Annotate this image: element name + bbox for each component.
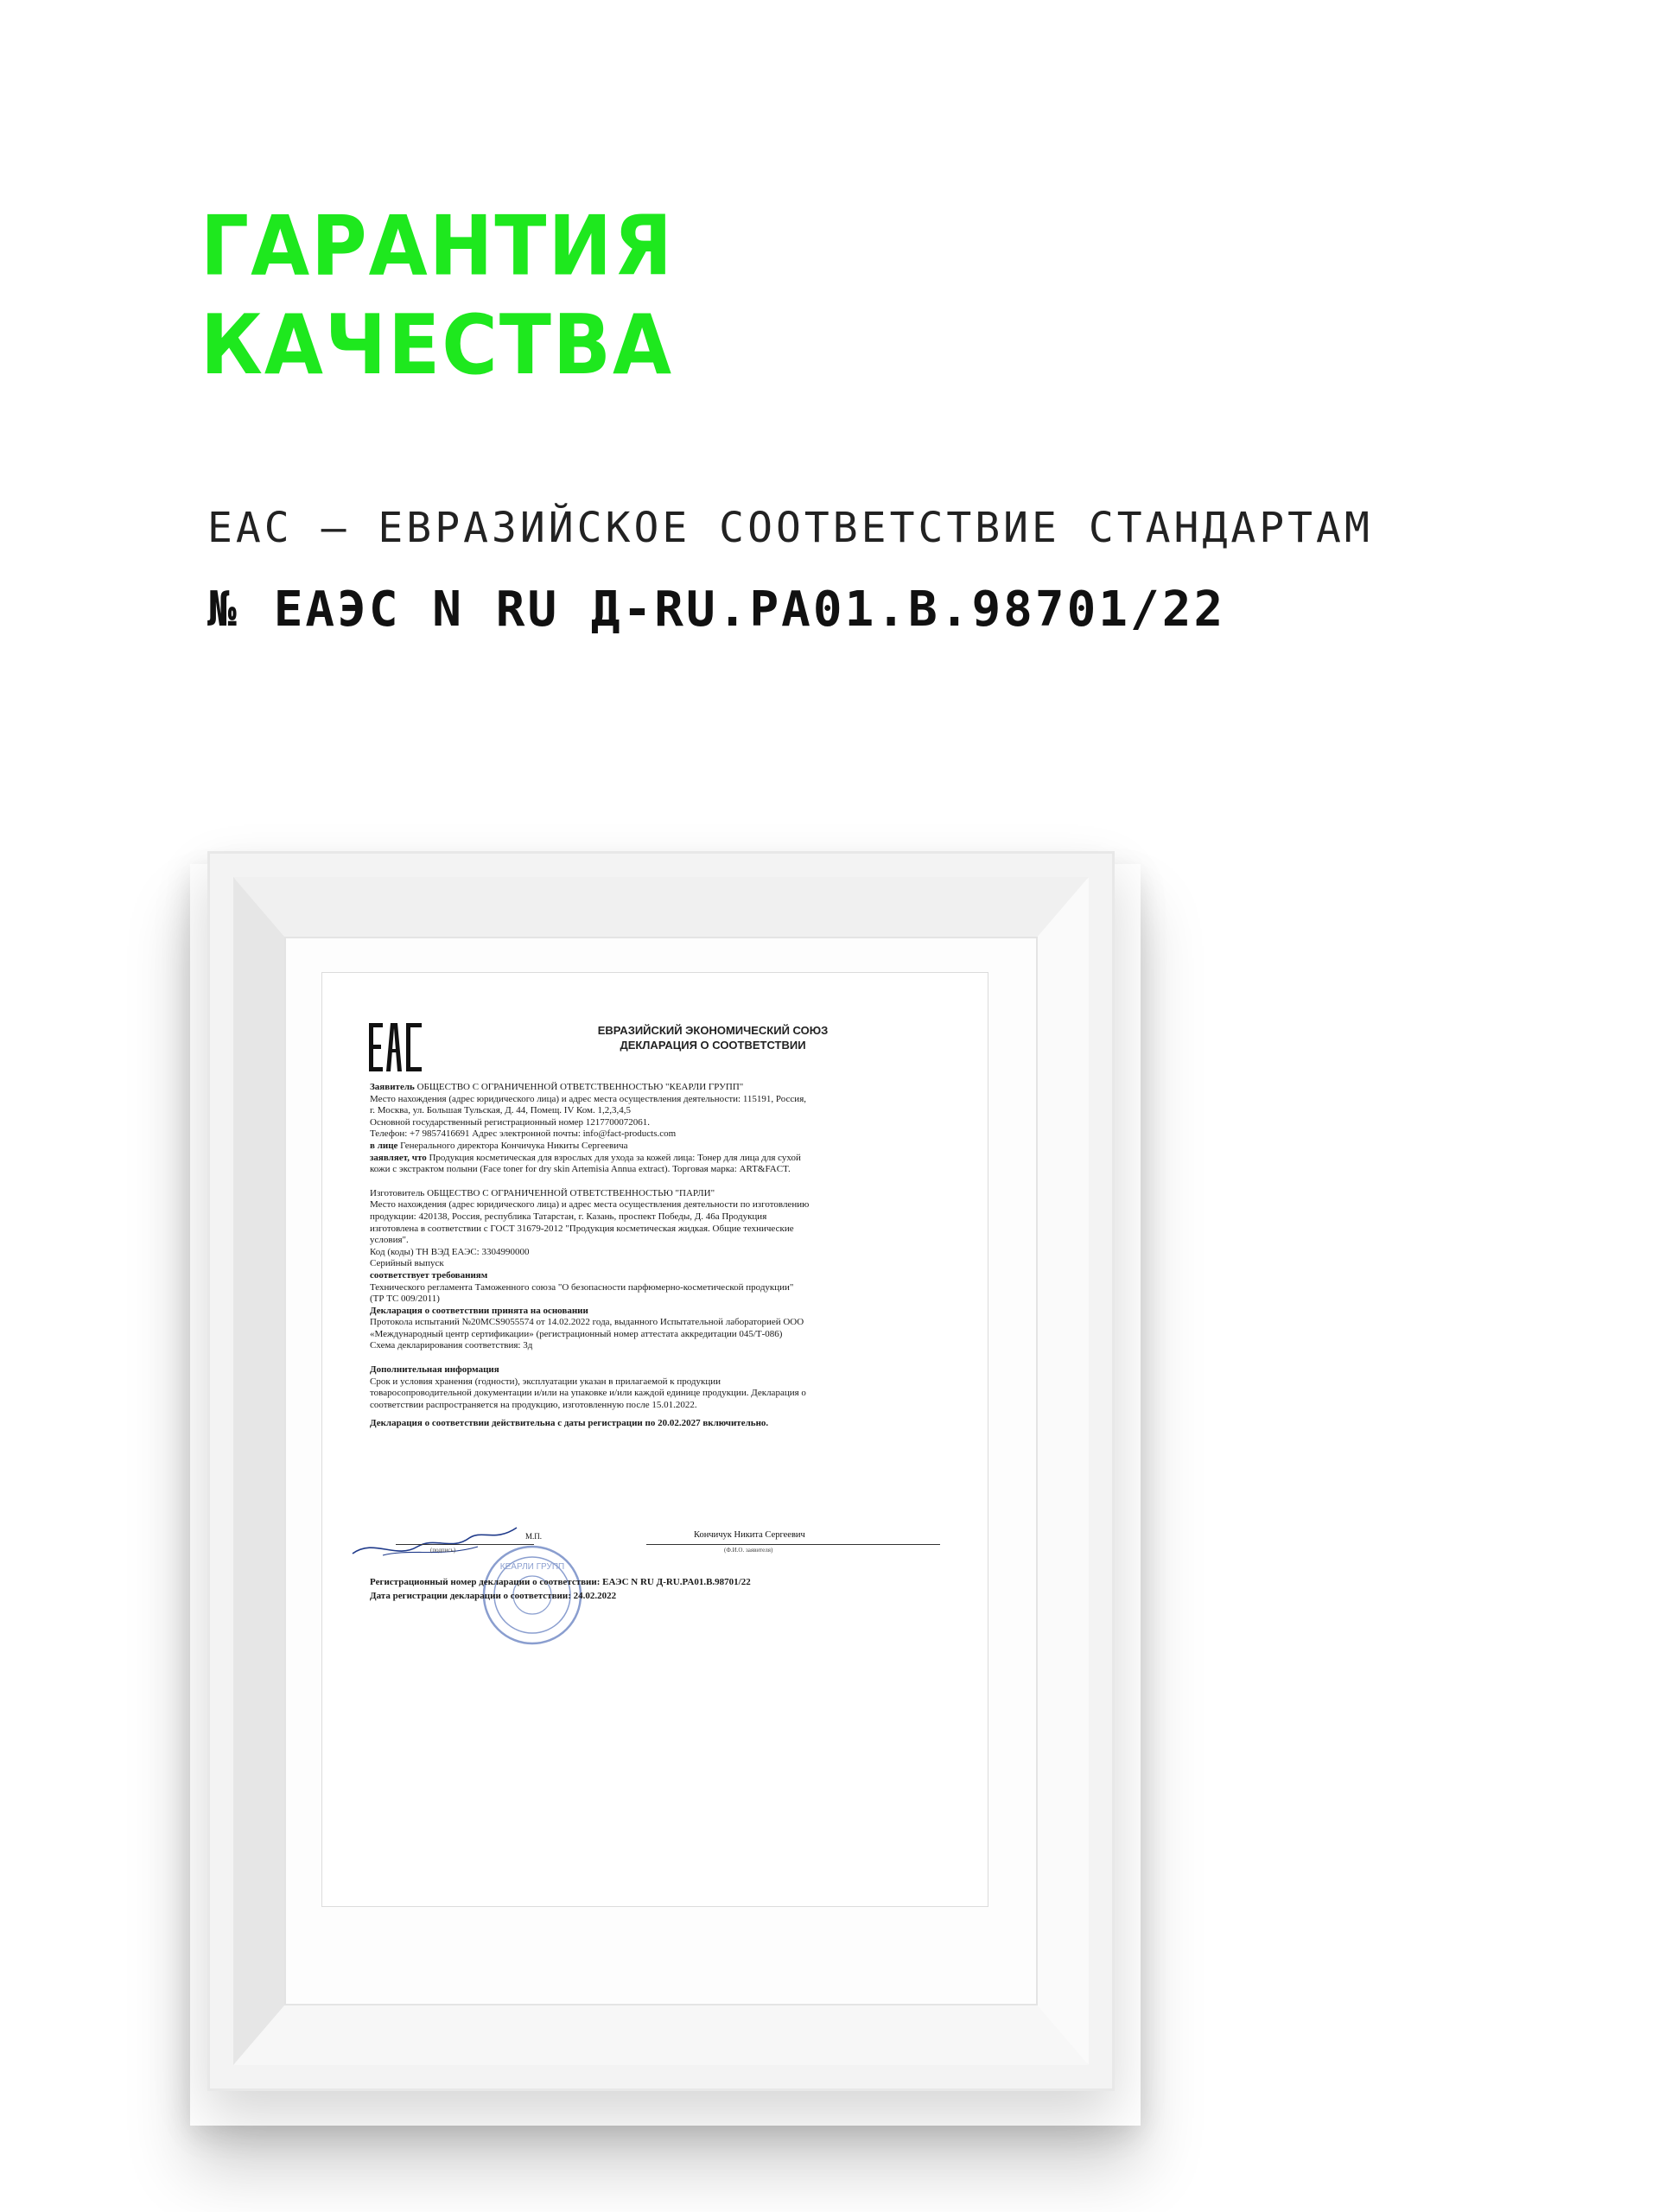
declares-text-2: кожи с экстрактом полыни (Face toner for dry skin Artemisia Annua extract). Торговая марка: ART&FACT. bbox=[370, 1164, 791, 1175]
registration-number-line: Регистрационный номер декларации о соответствии: ЕАЭС N RU Д-RU.PA01.B.98701/22 bbox=[370, 1577, 751, 1587]
basis-label bbox=[370, 1306, 940, 1318]
applicant-address-2: г. Москва, ул. Большая Тульская, Д. 44, Помещ. IV Ком. 1,2,3,4,5 bbox=[370, 1105, 632, 1116]
manufacturer-line-3: продукции: 420138, Россия, республика Татарстан, г. Казань, проспект Победы, Д. 46а Продукция bbox=[370, 1211, 767, 1222]
signature-caption: (подпись) bbox=[430, 1547, 456, 1554]
document-header bbox=[367, 1018, 953, 1078]
validity-line bbox=[370, 1418, 940, 1430]
declaration-number bbox=[207, 582, 1225, 638]
validity-text: Декларация о соответствии действительна с даты регистрации по 20.02.2027 включительно. bbox=[370, 1418, 769, 1429]
code-line: Код (коды) ТН ВЭД ЕАЭС: 3304990000 bbox=[370, 1246, 530, 1257]
basis-line-3: Схема декларирования соответствия: 3д bbox=[370, 1340, 533, 1351]
declares-text-1: Продукция косметическая для взрослых для ухода за кожей лица: Тонер для лица для сухой bbox=[429, 1152, 801, 1163]
complies-line-2: (ТР ТС 009/2011) bbox=[370, 1294, 440, 1305]
represented-label: в лице bbox=[370, 1140, 398, 1151]
complies-label bbox=[370, 1270, 940, 1282]
registration-date-line: Дата регистрации декларации о соответствии: 24.02.2022 bbox=[370, 1591, 617, 1601]
basis-label-text: Декларация о соответствии принята на основании bbox=[370, 1305, 588, 1316]
document-body bbox=[370, 1082, 940, 1430]
eac-standard-text: EAC – ЕВРАЗИЙСКОЕ СООТВЕТСТВИЕ СТАНДАРТАМ bbox=[207, 504, 1373, 552]
declares-line bbox=[370, 1153, 940, 1165]
represented-text: Генерального директора Кончичука Никиты Сергеевича bbox=[400, 1140, 628, 1151]
manufacturer-line-5: условия". bbox=[370, 1235, 409, 1246]
headline bbox=[200, 197, 674, 395]
signer-name: Кончичук Никита Сергеевич bbox=[694, 1530, 805, 1540]
manufacturer-line-1: Изготовитель ОБЩЕСТВО С ОГРАНИЧЕННОЙ ОТВЕТСТВЕННОСТЬЮ "ПАРЛИ" bbox=[370, 1187, 715, 1198]
stamp-place-label: М.П. bbox=[525, 1532, 543, 1541]
number-sign: № bbox=[207, 582, 239, 638]
registration-block bbox=[370, 1575, 940, 1603]
declaration-document bbox=[322, 973, 988, 1906]
complies-line-1: Технического регламента Таможенного союза "О безопасности парфюмерно-косметической продукции" bbox=[370, 1281, 794, 1293]
document-title-line-2: ДЕКЛАРАЦИЯ О СООТВЕТСТВИИ bbox=[620, 1039, 806, 1052]
document-title-line-1: ЕВРАЗИЙСКИЙ ЭКОНОМИЧЕСКИЙ СОЮЗ bbox=[597, 1024, 829, 1037]
eac-logo bbox=[367, 1018, 424, 1077]
manufacturer-line-4: изготовлена в соответствии с ГОСТ 31679-2012 "Продукция косметическая жидкая. Общие технические bbox=[370, 1223, 794, 1234]
applicant-contacts: Телефон: +7 9857416691 Адрес электронной почты: info@fact-products.com bbox=[370, 1128, 677, 1140]
basis-line-1: Протокола испытаний №20MCS9055574 от 14.02.2022 года, выданного Испытательной лабораторией ООО bbox=[370, 1317, 804, 1328]
complies-label-text: соответствует требованиям bbox=[370, 1269, 488, 1281]
signer-caption: (Ф.И.О. заявителя) bbox=[724, 1547, 773, 1554]
additional-label-text: Дополнительная информация bbox=[370, 1364, 499, 1376]
serial-line: Серийный выпуск bbox=[370, 1258, 444, 1269]
signature-row bbox=[370, 1532, 940, 1567]
applicant-ogrn: Основной государственный регистрационный номер 1217700072061. bbox=[370, 1116, 651, 1128]
declaration-number-value: ЕАЭС N RU Д-RU.PA01.B.98701/22 bbox=[273, 582, 1226, 638]
applicant-name: ОБЩЕСТВО С ОГРАНИЧЕННОЙ ОТВЕТСТВЕННОСТЬЮ "КЕАРЛИ ГРУПП" bbox=[416, 1082, 744, 1092]
headline-line-1: ГАРАНТИЯ bbox=[200, 198, 674, 295]
signature-line-right bbox=[646, 1544, 940, 1545]
declares-label: заявляет, что bbox=[370, 1152, 427, 1163]
additional-line-2: товаросопроводительной документации и/или на упаковке и/или каждой единице продукции. Декларация о bbox=[370, 1388, 806, 1399]
additional-label bbox=[370, 1364, 940, 1376]
applicant-line bbox=[370, 1082, 940, 1094]
additional-line-1: Срок и условия хранения (годности), эксплуатации указан в прилагаемой к продукции bbox=[370, 1376, 721, 1387]
stamp-text: КЕАРЛИ ГРУПП bbox=[499, 1562, 565, 1572]
document-title bbox=[471, 1023, 955, 1052]
headline-line-2: КАЧЕСТВА bbox=[200, 296, 674, 393]
represented-line bbox=[370, 1141, 940, 1153]
applicant-address-1: Место нахождения (адрес юридического лица) и адрес места осуществления деятельности: 115191, Россия, bbox=[370, 1093, 807, 1104]
applicant-label: Заявитель bbox=[370, 1082, 415, 1092]
additional-line-3: соответствии распространяется на продукцию, изготовленную после 15.01.2022. bbox=[370, 1399, 697, 1410]
basis-line-2: «Международный центр сертификации» (регистрационный номер аттестата аккредитации 045/Т-086) bbox=[370, 1328, 783, 1339]
manufacturer-line-2: Место нахождения (адрес юридического лица) и адрес места осуществления деятельности по изготовлению bbox=[370, 1199, 810, 1211]
